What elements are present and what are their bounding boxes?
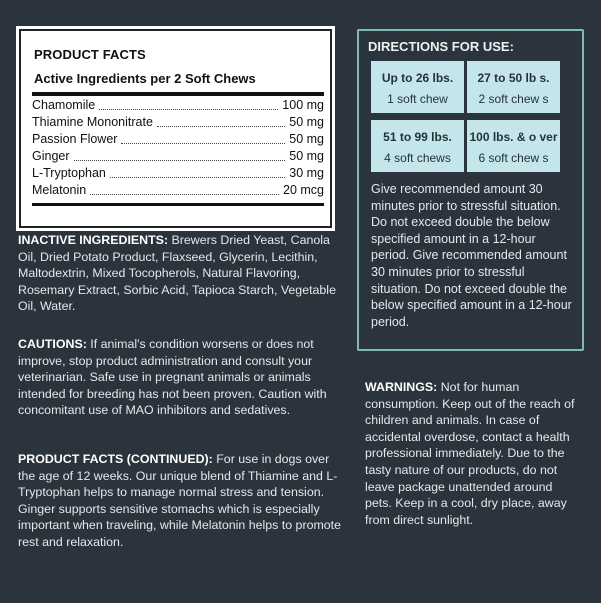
warnings-section: [365, 379, 580, 528]
dose-amount: 2 soft chew s: [478, 92, 549, 106]
dot-leader: [121, 142, 285, 144]
dose-weight-range: 27 to 50 lb s.: [477, 71, 550, 85]
ingredient-row: [32, 165, 324, 182]
ingredient-name: Chamomile: [32, 98, 96, 112]
dot-leader: [99, 108, 278, 110]
dot-leader: [74, 159, 286, 161]
cautions-section: [18, 336, 348, 419]
inactive-ingredients-section: [18, 232, 348, 315]
warnings-text: Not for human consumption. Keep out of the reach of children and animals. In case of accidental overdose, contact a health professional immediately. Due to the tasty nature of our products, do not leave package unattended around pets. Keep in a cool, dry place, away from direct sunlight.: [365, 380, 575, 527]
dose-weight-range: 51 to 99 lbs.: [383, 130, 452, 144]
ingredient-amount: 30 mg: [289, 166, 324, 180]
facts-divider-bottom: [32, 203, 324, 206]
ingredient-row: [32, 131, 324, 148]
ingredient-amount: 50 mg: [289, 132, 324, 146]
ingredient-row: [32, 148, 324, 165]
ingredient-amount: 50 mg: [289, 115, 324, 129]
product-facts-continued-section: [18, 451, 348, 551]
facts-divider-top: [32, 92, 324, 96]
ingredient-row: [32, 182, 324, 199]
dose-card: [371, 120, 464, 172]
active-ingredients-heading: Active Ingredients per 2 Soft Chews: [34, 71, 256, 86]
dot-leader: [157, 125, 285, 127]
dose-card: [467, 61, 560, 113]
cautions-heading: CAUTIONS:: [18, 337, 87, 351]
dot-leader: [90, 193, 279, 195]
ingredient-amount: 100 mg: [282, 98, 324, 112]
dose-amount: 1 soft chew: [387, 92, 448, 106]
dot-leader: [110, 176, 285, 178]
inactive-ingredients-text: Brewers Dried Yeast, Canola Oil, Dried Potato Product, Flaxseed, Glycerin, Lecithin, Maltodextrin, Mixed Tocopherols, Natural Flavoring, Rosemary Extract, Sorbic Acid, Tapioca Starch, Vegetable Oil, Water.: [18, 233, 336, 314]
directions-panel: [357, 29, 584, 351]
ingredient-name: Passion Flower: [32, 132, 118, 146]
directions-text: Give recommended amount 30 minutes prior to stressful situation. Do not exceed double the below specified amount in a 12-hour period. Give recommended amount 30 minutes prior to stressful situation. Do not exceed double the below specified amount in a 12-hour period.: [371, 182, 572, 329]
dose-card: [371, 61, 464, 113]
ingredient-name: L-Tryptophan: [32, 166, 106, 180]
ingredient-name: Ginger: [32, 149, 70, 163]
product-facts-continued-heading: PRODUCT FACTS (CONTINUED):: [18, 452, 213, 466]
dose-weight-range: 100 lbs. & o ver: [469, 130, 558, 144]
product-facts-continued-text: For use in dogs over the age of 12 weeks. Our unique blend of Thiamine and L-Tryptophan helps to manage normal stress and tension. Ginger supports sensitive stomachs which is especially important when traveling, while Melatonin helps to promote rest and relaxation.: [18, 452, 342, 549]
ingredient-amount: 20 mcg: [283, 183, 324, 197]
inactive-ingredients-heading: INACTIVE INGREDIENTS:: [18, 233, 169, 247]
warnings-heading: WARNINGS:: [365, 380, 438, 394]
ingredient-name: Thiamine Mononitrate: [32, 115, 153, 129]
directions-title: DIRECTIONS FOR USE:: [368, 39, 514, 54]
ingredient-amount: 50 mg: [289, 149, 324, 163]
product-facts-panel: [19, 29, 332, 228]
dose-weight-range: Up to 26 lbs.: [381, 71, 454, 85]
ingredient-name: Melatonin: [32, 183, 87, 197]
dose-amount: 4 soft chews: [384, 151, 451, 165]
ingredient-row: [32, 114, 324, 131]
product-facts-title: PRODUCT FACTS: [34, 47, 146, 62]
ingredient-row: [32, 97, 324, 114]
dose-amount: 6 soft chew s: [478, 151, 549, 165]
cautions-text: If animal's condition worsens or does not improve, stop product administration and consult your veterinarian. Safe use in pregnant animals or animals intended for breeding has not been proven. Caution with concomitant use of MAO inhibitors and sedatives.: [18, 337, 327, 418]
ingredient-list: [32, 97, 324, 199]
dose-card: [467, 120, 560, 172]
